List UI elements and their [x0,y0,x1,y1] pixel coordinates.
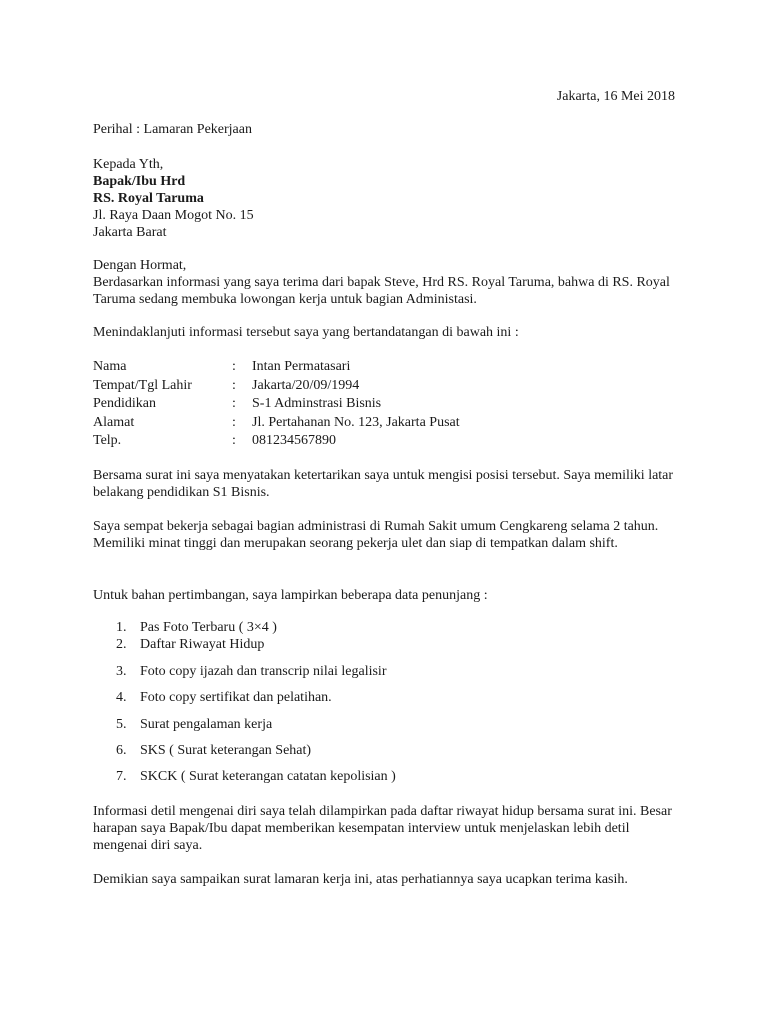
list-item [116,663,386,680]
identity-row-address [93,414,460,433]
intro-paragraph: Menindaklanjuti informasi tersebut saya yang bertandatangan di bawah ini : [93,325,519,340]
list-item-text: SKS ( Surat keterangan Sehat) [140,743,312,758]
subject-line: Perihal : Lamaran Pekerjaan [93,122,252,137]
identity-row-name [93,358,460,377]
list-item [116,636,264,653]
identity-label: Alamat [93,414,135,430]
letter-date: Jakarta, 16 Mei 2018 [556,89,675,104]
list-item [116,742,311,759]
list-item-number: 3. [116,664,127,679]
identity-separator: : [232,377,236,393]
identity-label: Telp. [93,433,122,448]
identity-table [93,358,460,451]
list-item [116,619,277,636]
interest-block [93,467,683,501]
identity-label: Nama [93,359,127,374]
recipient-company: RS. Royal Taruma [93,191,204,206]
list-item [116,768,396,785]
identity-row-phone [93,432,460,451]
attachments-intro-block [93,587,683,604]
closing-paragraph: Demikian saya sampaikan surat lamaran kerja ini, atas perhatiannya saya ucapkan terima kasih. [93,872,628,887]
letter-subject [93,121,683,138]
list-item-number: 5. [116,717,127,732]
identity-separator: : [232,396,236,411]
list-item-text: Surat pengalaman kerja [140,717,273,732]
interest-paragraph: Bersama surat ini saya menyatakan ketertarikan saya untuk mengisi posisi tersebut. Saya memiliki latar belakang pendidikan S1 Bisnis. [93,468,674,500]
salutation: Dengan Hormat, [93,258,187,273]
identity-value: Intan Permatasari [252,359,351,374]
identity-value: 081234567890 [252,433,336,448]
identity-row-education [93,395,460,414]
opening-block [93,257,683,308]
recipient-address-line1: Jl. Raya Daan Mogot No. 15 [93,208,254,223]
identity-value: Jakarta/20/09/1994 [252,377,360,393]
list-item-text: Daftar Riwayat Hidup [140,637,265,652]
list-item [116,716,272,733]
experience-block [93,518,683,552]
closing-block [93,871,683,888]
list-item-number: 7. [116,769,127,784]
list-item-number: 2. [116,637,127,652]
identity-separator: : [232,414,236,430]
identity-value: Jl. Pertahanan No. 123, Jakarta Pusat [252,414,460,430]
list-item-text: Foto copy sertifikat dan pelatihan. [140,690,332,705]
recipient-address-line2: Jakarta Barat [93,225,167,240]
recipient-name: Bapak/Ibu Hrd [93,174,186,189]
info-paragraph: Informasi detil mengenai diri saya telah dilampirkan pada daftar riwayat hidup bersama surat ini. Besar harapan saya Bapak/Ibu dapat memberikan kesempatan interview untuk menjelaskan lebih detil mengenai diri saya. [93,804,672,853]
experience-paragraph: Saya sempat bekerja sebagai bagian administrasi di Rumah Sakit umum Cengkareng selama 2 tahun. Memiliki minat tinggi dan merupakan seorang pekerja ulet dan siap di tempatkan dalam shift. [93,519,659,551]
recipient-greeting: Kepada Yth, [93,157,164,172]
list-item-text: SKCK ( Surat keterangan catatan kepolisian ) [140,769,396,784]
identity-row-birth [93,377,460,396]
identity-label: Tempat/Tgl Lahir [93,377,192,393]
list-item-number: 1. [116,620,127,635]
identity-separator: : [232,433,236,448]
attachments-intro: Untuk bahan pertimbangan, saya lampirkan beberapa data penunjang : [93,588,488,603]
list-item-number: 4. [116,690,127,705]
intro-block [93,324,683,341]
identity-label: Pendidikan [93,396,156,411]
identity-block [93,358,683,451]
list-item-text: Pas Foto Terbaru ( 3×4 ) [140,620,277,635]
list-item [116,689,332,706]
info-block [93,803,683,854]
list-item-text: Foto copy ijazah dan transcrip nilai legalisir [140,664,387,679]
list-item-number: 6. [116,743,127,758]
opening-paragraph: Berdasarkan informasi yang saya terima dari bapak Steve, Hrd RS. Royal Taruma, bahwa di RS. Royal Taruma sedang membuka lowongan kerja untuk bagian Administasi. [93,275,670,307]
recipient-block [93,156,683,241]
identity-separator: : [232,359,236,374]
identity-value: S-1 Adminstrasi Bisnis [252,396,382,411]
